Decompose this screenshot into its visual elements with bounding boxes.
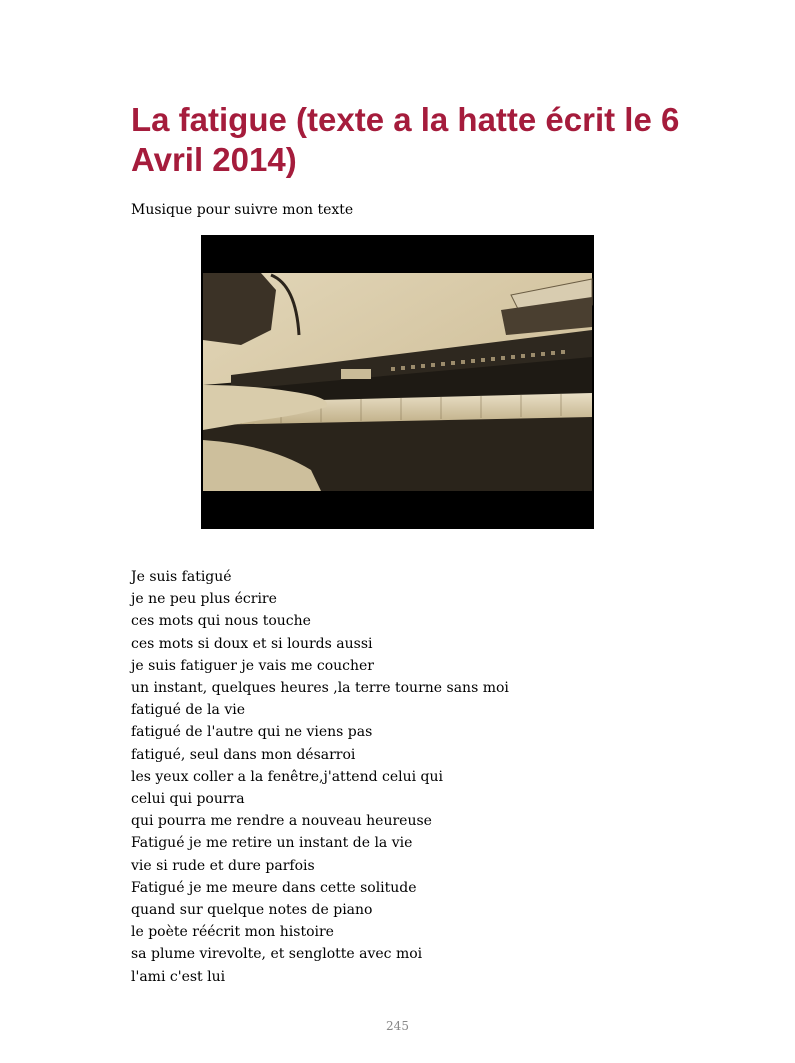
piano-video-frame <box>201 235 594 529</box>
poem-line: fatigué de l'autre qui ne viens pas <box>131 724 373 741</box>
poem-line: celui qui pourra <box>131 791 245 808</box>
poem <box>131 566 509 988</box>
poem-line: le poète réécrit mon histoire <box>131 924 334 941</box>
poem-line: l'ami c'est lui <box>131 968 226 985</box>
poem-line: fatigué de la vie <box>131 702 245 719</box>
page-number: 245 <box>386 1019 409 1033</box>
poem-line: ces mots si doux et si lourds aussi <box>131 635 373 652</box>
poem-line: Fatigué je me meure dans cette solitude <box>131 879 417 896</box>
poem-line: qui pourra me rendre a nouveau heureuse <box>131 813 432 830</box>
page-title: La fatigue (texte a la hatte écrit le 6 Avril 2014) <box>131 101 680 178</box>
poem-line: les yeux coller a la fenêtre,j'attend celui qui <box>131 768 444 785</box>
poem-line: sa plume virevolte, et senglotte avec moi <box>131 946 423 963</box>
poem-line: fatigué, seul dans mon désarroi <box>131 746 356 763</box>
poem-line: vie si rude et dure parfois <box>131 857 315 874</box>
poem-line: Fatigué je me retire un instant de la vie <box>131 835 413 852</box>
video-thumbnail[interactable] <box>201 235 594 529</box>
video-caption: Musique pour suivre mon texte <box>131 202 354 218</box>
poem-line: je suis fatiguer je vais me coucher <box>131 657 375 674</box>
poem-line: un instant, quelques heures ,la terre tourne sans moi <box>131 680 509 697</box>
poem-line: Je suis fatigué <box>131 569 232 585</box>
poem-line: quand sur quelque notes de piano <box>131 902 373 919</box>
poem-line: ces mots qui nous touche <box>131 613 311 630</box>
poem-line: je ne peu plus écrire <box>131 591 277 608</box>
